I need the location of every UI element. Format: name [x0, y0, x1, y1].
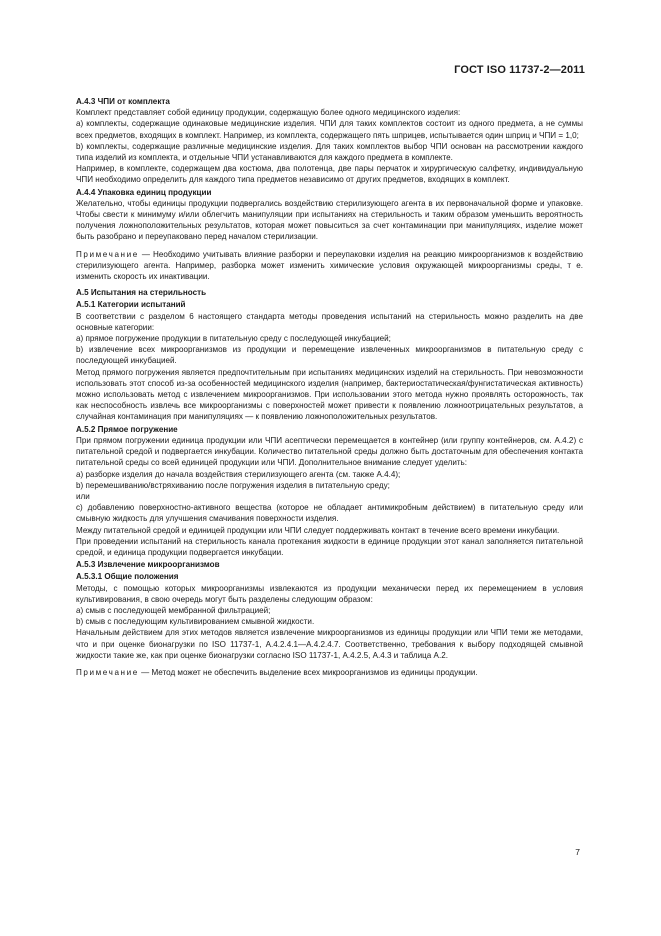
body-paragraph: a) прямое погружение продукции в питательную среду с последующей инкубацией;: [76, 334, 391, 344]
section-heading: А.5.3.1 Общие положения: [76, 572, 179, 582]
document-header: ГОСТ ISO 11737-2—2011: [454, 64, 585, 76]
body-paragraph: или: [76, 491, 90, 501]
body-paragraph: Комплект представляет собой единицу продукции, содержащую более одного медицинского изделия:: [76, 108, 461, 118]
body-paragraph: a) смыв с последующей мембранной фильтрацией;: [76, 605, 271, 615]
body-paragraph: Желательно, чтобы единицы продукции подвергались воздействию стерилизующего агента в их первоначальной форме и упаковке. Чтобы свести к минимуму и/или облегчить манипуляции при испытаниях на стерильность и таким образом уменьшить вероятность получения ложноположительных результатов, которая может повыситься за счет контаминации при манипуляциях, изделие может быть разобрано и переупаковано перед началом стерилизации.: [76, 198, 583, 242]
note-paragraph: [76, 667, 583, 678]
body-paragraph: В соответствии с разделом 6 настоящего стандарта методы проведения испытаний на стерильность можно разделить на две основные категории:: [76, 311, 583, 332]
body-paragraph: b) извлечение всех микроорганизмов из продукции и перемещение извлеченных микроорганизмов в питательную среду с последующей инкубацией.: [76, 345, 583, 366]
body-paragraph: a) разборке изделия до начала воздействия стерилизующего агента (см. также А.4.4);: [76, 469, 401, 479]
body-paragraph: Например, в комплекте, содержащем два костюма, два полотенца, две пары перчаток и хирургическую салфетку, индивидуальную ЧПИ необходимо определить для каждого типа предметов независимо от других предметов, входящих в комплект.: [76, 164, 583, 185]
body-paragraph: Между питательной средой и единицей продукции или ЧПИ следует поддерживать контакт в течение всего времени инкубации.: [76, 525, 560, 535]
note-text: — Необходимо учитывать влияние разборки и переупаковки изделия на реакцию микроорганизмов к воздействию стерилизующего агента. Например, разборка может изменить химические условия окружающей микроорганизмы среды, т е. изменить скорость их инактивации.: [76, 249, 583, 282]
note-label: Примечание: [76, 249, 139, 259]
section-heading: А.5.2 Прямое погружение: [76, 424, 178, 434]
body-paragraph: Начальным действием для этих методов является извлечение микроорганизмов из единицы продукции или ЧПИ теми же методами, что и при оценке бионагрузки по ISO 11737-1, А.4.2.4.1—А.4.2.4.7. Соответственно, требования к выбору подходящей смывной жидкости такие же, как при оценке бионагрузки согласно ISO 11737-1, А.4.2.5, А.4.3 и таблица А.2.: [76, 628, 583, 660]
section-heading: А.4.3 ЧПИ от комплекта: [76, 97, 170, 106]
document-body: [76, 95, 583, 683]
note-paragraph: [76, 249, 583, 283]
body-paragraph: При проведении испытаний на стерильность канала протекания жидкости в единице продукции этот канал заполняется питательной средой, и единица продукции подвергается инкубации.: [76, 536, 583, 557]
note-text: — Метод может не обеспечить выделение всех микроорганизмов из единицы продукции.: [138, 667, 478, 677]
body-paragraph: a) комплекты, содержащие одинаковые медицинские изделия. ЧПИ для таких комплектов состоит из одного предмета, а не суммы всех предметов, входящих в комплект. Например, из комплекта, содержащего пять шприцев, испытывается один шприц и ЧПИ = 1,0;: [76, 119, 583, 140]
body-paragraph: Метод прямого погружения является предпочтительным при испытаниях медицинских изделий на стерильность. При невозможности использовать этот способ из-за особенностей медицинского изделия (например, бактериостатическая/фунгистатическая активность) можно использовать метод с извлечением микроорганизмов. При использовании этого метода нужно проявлять осторожность, так как неспособность извлечь все микроорганизмы с поверхностей может привести к появлению ложноотрицательных результатов, а случайная контаминация при манипуляциях — к появлению ложноположительных результатов.: [76, 367, 583, 422]
body-paragraph: Методы, с помощью которых микроорганизмы извлекаются из продукции механически перед их перемещением в условия культивирования, в свою очередь могут быть разделены следующим образом:: [76, 583, 583, 604]
body-paragraph: b) перемешиванию/встряхиванию после погружения изделия в питательную среду;: [76, 480, 390, 490]
body-paragraph: При прямом погружении единица продукции или ЧПИ асептически перемещается в контейнер (или группу контейнеров, см. А.4.2) с питательной средой и подвергается инкубации. Количество питательной среды должно быть достаточным для обеспечения контакта питательной среды со всей единицей продукции или ЧПИ. Дополнительное внимание следует уделить:: [76, 435, 583, 468]
section-heading: А.4.4 Упаковка единиц продукции: [76, 187, 212, 197]
section-heading: А.5.3 Извлечение микроорганизмов: [76, 560, 220, 570]
page-number: 7: [575, 847, 580, 857]
note-label: Примечание: [76, 667, 139, 677]
section-heading: А.5 Испытания на стерильность: [76, 288, 207, 298]
section-heading: А.5.1 Категории испытаний: [76, 300, 186, 310]
body-paragraph: b) комплекты, содержащие различные медицинские изделия. Для таких комплектов выбор ЧПИ основан на рассмотрении каждого типа изделий из комплекта, и отдельные ЧПИ устанавливаются для каждого предмета в комплекте.: [76, 141, 583, 163]
body-paragraph: b) смыв с последующим культивированием смывной жидкости.: [76, 617, 315, 627]
body-paragraph: c) добавлению поверхностно-активного вещества (которое не обладает антимикробным действием) в питательную среду или смывную жидкость для улучшения смачивания поверхности изделия.: [76, 503, 583, 524]
